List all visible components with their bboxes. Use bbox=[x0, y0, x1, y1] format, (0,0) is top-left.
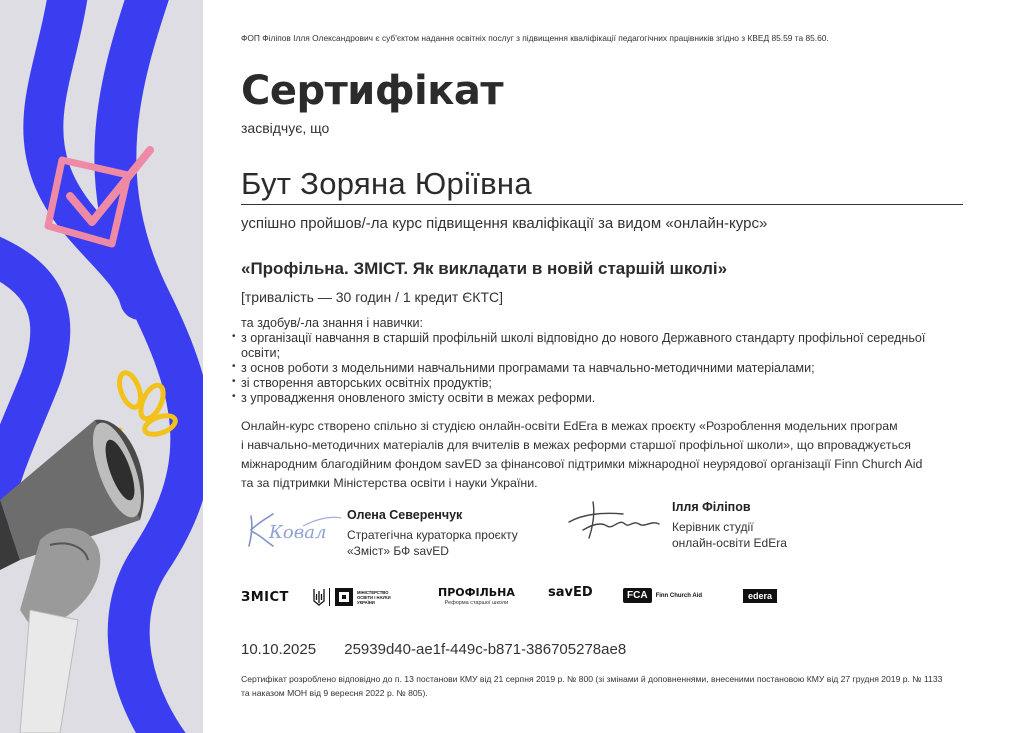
signatory-name: Ілля Філіпов bbox=[672, 500, 751, 514]
certificate-subtitle: засвідчує, що bbox=[241, 120, 330, 136]
course-title: «Профільна. ЗМІСТ. Як викладати в новій старшій школі» bbox=[241, 259, 728, 278]
signatory-name: Олена Северенчук bbox=[347, 508, 463, 522]
course-duration: [тривалість — 30 годин / 1 кредит ЄКТС] bbox=[241, 289, 503, 305]
description-line: Онлайн-курс створено спільно зі студією онлайн-освіти EdEra в межах проєкту «Розроблення модельних програм bbox=[241, 419, 898, 433]
blue-swoosh-main bbox=[115, 0, 191, 733]
description-line: та за підтримки Міністерства освіти і науки України. bbox=[241, 476, 538, 490]
skills-list bbox=[241, 331, 961, 406]
decorative-side-panel bbox=[0, 0, 203, 733]
edera-logo: edera bbox=[743, 589, 777, 603]
skill-item: • зі створення авторських освітніх продуктів; bbox=[241, 376, 961, 391]
signatory-role: Стратегічна кураторка проєкту «Зміст» БФ savED bbox=[347, 528, 518, 558]
ministry-emblem-icon bbox=[334, 587, 354, 607]
certificate-title: Сертифікат bbox=[241, 68, 504, 114]
saved-logo: savED bbox=[548, 585, 593, 600]
description-line: і навчально-методичних матеріалів для вчителів в межах реформи старшої профільної школи», що впроваджується bbox=[241, 438, 911, 452]
skills-intro: та здобув/-ла знання і навички: bbox=[241, 316, 423, 330]
zmist-logo: ЗМІСТ bbox=[241, 590, 289, 605]
description-line: міжнародним благодійним фондом savED за фінансової підтримки міжнародної неурядової організації Finn Church Aid bbox=[241, 457, 923, 471]
skill-item: • з основ роботи з модельними навчальними програмами та навчально-методичними матеріалами; bbox=[241, 361, 961, 376]
legal-note: Сертифікат розроблено відповідно до п. 13 постанови КМУ від 21 серпня 2019 р. № 800 (зі змінами й доповненнями, внесеними постановою КМУ від 27 грудня 2019 р. № 1133 та наказом МОН від 9 вересня 2022 р. № 805). bbox=[241, 674, 943, 698]
svg-text:Ковал: Ковал bbox=[269, 522, 327, 543]
completion-statement: успішно пройшов/-ла курс підвищення кваліфікації за видом «онлайн-курс» bbox=[241, 215, 768, 232]
fca-logo: FCA Finn Church Aid bbox=[623, 588, 702, 603]
partner-logos bbox=[241, 586, 801, 610]
trident-icon bbox=[313, 588, 325, 606]
signatory-role: Керівник студії онлайн-освіти EdEra bbox=[672, 520, 787, 550]
course-description bbox=[241, 417, 971, 493]
certificate-id: 25939d40-ae1f-449c-b871-386705278ae8 bbox=[344, 641, 627, 658]
certificate-meta bbox=[241, 641, 626, 658]
skill-item: • з упровадження оновленого змісту освіти в межах реформи. bbox=[241, 391, 961, 406]
issue-date: 10.10.2025 bbox=[241, 641, 317, 658]
skill-item: • з організації навчання в старшій профільній школі відповідно до нового Державного стандарту профільної середньої освіти; bbox=[241, 331, 961, 361]
recipient-name: Бут Зоряна Юріївна bbox=[241, 166, 963, 205]
decorative-illustration bbox=[0, 0, 203, 733]
skills-section bbox=[241, 316, 961, 406]
provider-note: ФОП Філіпов Ілля Олександрович є суб'єктом надання освітніх послуг з підвищення кваліфікації педагогічних працівників згідно з КВЕД 85.59 та 85.60. bbox=[241, 33, 829, 43]
profilna-logo: ПРОФІЛЬНА Реформа старшої школи bbox=[438, 586, 515, 606]
signature-image-severenchuk bbox=[243, 504, 343, 550]
signature-image-filipov bbox=[563, 496, 673, 542]
ministry-logo: МІНІСТЕРСТВО ОСВІТИ І НАУКИ УКРАЇНИ bbox=[313, 587, 391, 607]
